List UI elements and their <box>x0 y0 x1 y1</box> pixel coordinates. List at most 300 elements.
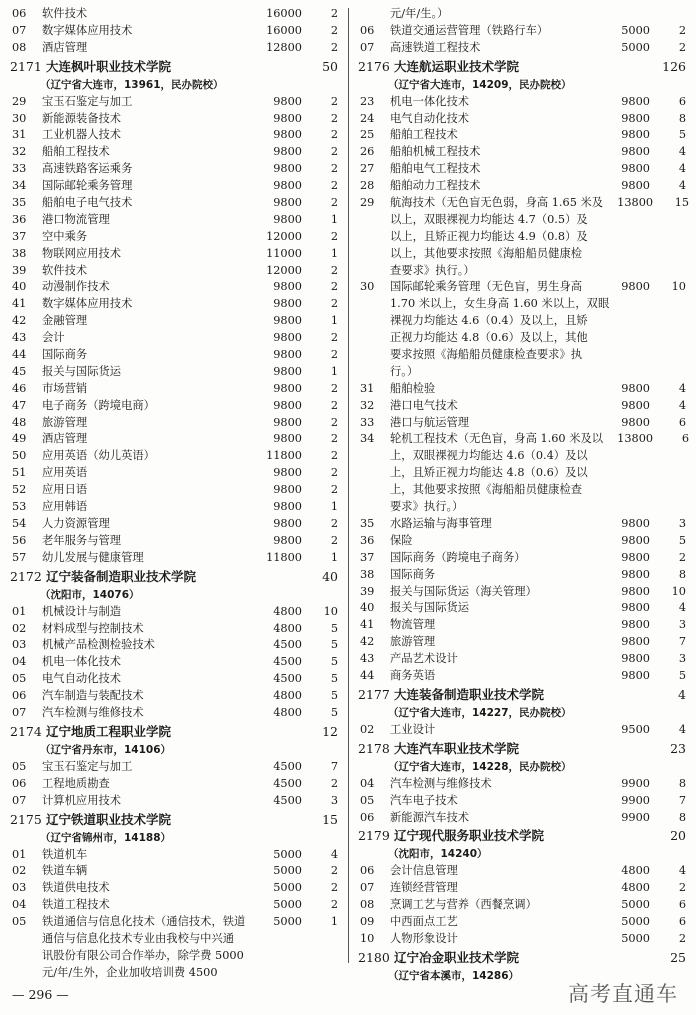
major-row <box>10 94 338 111</box>
major-name: 软件技术 <box>42 7 88 20</box>
major-name: 保险 <box>390 533 413 547</box>
tuition-fee: 4500 <box>273 759 302 773</box>
enrollment-count: 4 <box>678 381 686 395</box>
tuition-fee: 9800 <box>273 314 302 328</box>
tuition-fee: 5000 <box>621 23 650 37</box>
enrollment-count: 3 <box>678 618 686 632</box>
major-name: 报关与国际货运 <box>42 364 122 378</box>
major-name: 高速铁路客运乘务 <box>42 162 133 176</box>
note-continuation: 1.70 米以上，女生身高 1.60 米以上，双眼 <box>390 297 610 311</box>
school-header <box>358 948 686 968</box>
major-name: 数字媒体应用技术 <box>42 23 133 37</box>
school-header <box>358 739 686 759</box>
enrollment-count: 2 <box>330 331 338 345</box>
major-row <box>358 40 686 57</box>
enrollment-count: 2 <box>678 550 686 564</box>
major-code: 49 <box>12 432 27 446</box>
major-name: 幼儿发展与健康管理 <box>42 550 144 564</box>
major-row <box>10 863 338 880</box>
major-code: 06 <box>12 7 27 20</box>
enrollment-count: 7 <box>678 793 686 807</box>
enrollment-count: 2 <box>330 898 338 912</box>
major-row <box>10 448 338 465</box>
major-code: 05 <box>12 915 27 929</box>
major-name: 港口物流管理 <box>42 212 110 226</box>
major-name: 汽车检测与维修技术 <box>42 705 144 719</box>
major-code: 51 <box>12 466 27 480</box>
enrollment-count: 2 <box>330 881 338 895</box>
major-name: 船舶动力工程技术 <box>390 179 481 193</box>
tuition-fee: 9800 <box>621 618 650 632</box>
enrollment-count: 2 <box>330 263 338 277</box>
tuition-fee: 9800 <box>273 466 302 480</box>
school-total: 40 <box>322 568 338 584</box>
major-code: 08 <box>12 40 27 54</box>
major-row <box>358 651 686 668</box>
tuition-fee: 9800 <box>273 162 302 176</box>
enrollment-count: 8 <box>678 567 686 581</box>
major-code: 44 <box>12 348 27 362</box>
major-code: 48 <box>12 415 27 429</box>
major-row <box>10 705 338 722</box>
school-code: 2175 <box>10 811 42 827</box>
school-name: 辽宁铁道职业技术学院 <box>46 811 172 827</box>
school-code: 2177 <box>358 686 390 702</box>
school-location: （沈阳市，14076） <box>40 588 140 601</box>
tuition-fee: 5000 <box>273 847 302 861</box>
tuition-fee: 9800 <box>273 348 302 362</box>
school-name: 大连枫叶职业技术学院 <box>46 58 172 74</box>
major-row <box>10 654 338 671</box>
major-code: 02 <box>12 621 27 635</box>
tuition-fee: 9800 <box>621 652 650 666</box>
major-code: 35 <box>360 516 375 530</box>
enrollment-count: 8 <box>678 111 686 125</box>
major-code: 06 <box>12 689 27 703</box>
major-code: 06 <box>360 23 375 37</box>
major-code: 32 <box>12 145 27 159</box>
major-row <box>10 229 338 246</box>
major-name: 应用英语（幼儿英语） <box>42 449 155 463</box>
major-name: 国际邮轮乘务管理 <box>42 179 133 193</box>
major-name: 产品艺术设计 <box>390 652 458 666</box>
major-code: 44 <box>360 668 375 682</box>
major-name: 报关与国际货运（海关管理） <box>390 584 537 598</box>
major-name: 船舶电子电气技术 <box>42 196 133 210</box>
major-code: 29 <box>360 196 375 210</box>
major-code: 43 <box>12 331 27 345</box>
major-name: 应用日语 <box>42 483 88 497</box>
school-location: （辽宁省大连市，14227，民办院校） <box>388 706 572 719</box>
enrollment-count: 6 <box>678 415 686 429</box>
enrollment-count: 2 <box>330 280 338 294</box>
school-code: 2171 <box>10 58 42 74</box>
major-row <box>358 914 686 931</box>
major-name: 金融管理 <box>42 314 88 328</box>
major-name: 电气自动化技术 <box>42 672 122 686</box>
enrollment-count: 2 <box>330 432 338 446</box>
tuition-fee: 9800 <box>273 398 302 412</box>
major-name: 轮机工程技术（无色盲，身高 1.60 米及以 <box>390 432 604 446</box>
major-row <box>10 759 338 776</box>
school-name: 大连航运职业技术学院 <box>394 58 520 74</box>
major-name: 汽车制造与装配技术 <box>42 689 144 703</box>
tuition-fee: 4800 <box>621 881 650 895</box>
enrollment-count: 2 <box>330 94 338 108</box>
major-row <box>10 161 338 178</box>
enrollment-count: 4 <box>678 145 686 159</box>
major-name: 船舶检验 <box>390 381 436 395</box>
major-row <box>10 330 338 347</box>
major-code: 27 <box>360 162 375 176</box>
major-code: 31 <box>12 128 27 142</box>
enrollment-count: 1 <box>330 500 338 514</box>
enrollment-count: 1 <box>330 314 338 328</box>
major-code: 41 <box>12 297 27 311</box>
major-name: 酒店管理 <box>42 40 88 54</box>
enrollment-count: 2 <box>330 533 338 547</box>
major-name: 市场营销 <box>42 381 88 395</box>
major-code: 42 <box>360 635 375 649</box>
enrollment-count: 7 <box>330 759 338 773</box>
major-row <box>10 533 338 550</box>
major-name: 空中乘务 <box>42 229 88 243</box>
major-row <box>358 634 686 651</box>
tuition-fee: 13800 <box>617 196 654 210</box>
major-row <box>358 600 686 617</box>
enrollment-count: 2 <box>678 23 686 37</box>
major-row <box>10 246 338 263</box>
major-row <box>358 415 686 432</box>
tuition-fee: 9800 <box>273 533 302 547</box>
page-number: — 296 — <box>12 987 69 1002</box>
tuition-fee: 4500 <box>273 638 302 652</box>
major-row <box>10 111 338 128</box>
enrollment-count: 2 <box>330 466 338 480</box>
major-name: 物流管理 <box>390 618 436 632</box>
tuition-fee: 9800 <box>621 280 650 294</box>
tuition-fee: 13800 <box>617 432 654 446</box>
enrollment-count: 5 <box>678 128 686 142</box>
major-name: 中西面点工艺 <box>390 915 458 929</box>
tuition-fee: 5000 <box>273 915 302 929</box>
enrollment-count: 2 <box>330 864 338 878</box>
major-row <box>10 847 338 864</box>
school-total: 4 <box>678 686 686 702</box>
tuition-fee: 5000 <box>273 864 302 878</box>
major-name: 动漫制作技术 <box>42 280 110 294</box>
major-name: 船舶机械工程技术 <box>390 145 481 159</box>
enrollment-count: 5 <box>330 689 338 703</box>
major-code: 06 <box>12 776 27 790</box>
major-row <box>10 671 338 688</box>
school-code: 2172 <box>10 568 42 584</box>
major-code: 31 <box>360 381 375 395</box>
enrollment-count: 2 <box>330 179 338 193</box>
major-code: 07 <box>360 40 375 54</box>
major-row <box>10 465 338 482</box>
major-name: 连锁经营管理 <box>390 881 458 895</box>
major-name: 物联网应用技术 <box>42 246 122 260</box>
tuition-fee: 5000 <box>621 915 650 929</box>
major-row <box>358 776 686 793</box>
major-code: 38 <box>360 567 375 581</box>
major-name: 铁道通信与信息化技术（通信技术，铁道 <box>42 915 246 929</box>
tuition-fee: 9800 <box>273 196 302 210</box>
major-name: 新能源装备技术 <box>42 111 122 125</box>
enrollment-count: 6 <box>678 915 686 929</box>
right-column <box>358 6 690 985</box>
enrollment-count: 3 <box>678 652 686 666</box>
major-row <box>10 381 338 398</box>
major-code: 09 <box>360 915 375 929</box>
enrollment-count: 1 <box>330 550 338 564</box>
major-code: 25 <box>360 128 375 142</box>
major-row <box>358 398 686 415</box>
watermark-text: 高考直通车 <box>568 982 678 1006</box>
tuition-fee: 11800 <box>266 449 302 463</box>
tuition-fee: 16000 <box>266 7 302 20</box>
major-code: 40 <box>360 601 375 615</box>
major-name: 烹调工艺与营养（西餐烹调） <box>390 898 537 912</box>
major-code: 56 <box>12 533 27 547</box>
major-row <box>10 914 338 931</box>
major-code: 07 <box>12 23 27 37</box>
major-row <box>10 178 338 195</box>
enrollment-count: 2 <box>330 7 338 20</box>
tuition-fee: 9800 <box>273 297 302 311</box>
major-name: 电气自动化技术 <box>390 111 470 125</box>
tuition-fee: 9800 <box>273 364 302 378</box>
tuition-fee: 9800 <box>621 145 650 159</box>
enrollment-count: 3 <box>678 516 686 530</box>
school-name: 辽宁冶金职业技术学院 <box>394 949 520 965</box>
major-row <box>358 863 686 880</box>
tuition-fee: 5000 <box>273 881 302 895</box>
major-code: 46 <box>12 381 27 395</box>
major-name: 应用英语 <box>42 466 88 480</box>
major-code: 52 <box>12 483 27 497</box>
major-name: 老年服务与管理 <box>42 533 122 547</box>
enrollment-count: 10 <box>323 604 338 618</box>
major-name: 会计 <box>42 331 65 345</box>
major-name: 机电一体化技术 <box>42 655 122 669</box>
enrollment-count: 4 <box>678 398 686 412</box>
major-code: 02 <box>12 864 27 878</box>
major-row <box>10 415 338 432</box>
major-name: 汽车电子技术 <box>390 793 458 807</box>
major-name: 港口电气技术 <box>390 398 458 412</box>
major-row <box>358 127 686 144</box>
major-name: 宝玉石鉴定与加工 <box>42 759 133 773</box>
enrollment-count: 2 <box>330 415 338 429</box>
major-code: 39 <box>360 584 375 598</box>
major-name: 港口与航运管理 <box>390 415 470 429</box>
major-name: 工业机器人技术 <box>42 128 122 142</box>
major-row <box>10 499 338 516</box>
tuition-fee: 9800 <box>621 128 650 142</box>
tuition-fee: 12000 <box>266 229 302 243</box>
note-continuation: 元/年/生。） <box>390 7 449 20</box>
tuition-fee: 9900 <box>621 810 650 824</box>
major-code: 32 <box>360 398 375 412</box>
major-name: 航海技术（无色盲无色弱，身高 1.65 米及 <box>390 196 604 210</box>
tuition-fee: 9800 <box>273 432 302 446</box>
major-code: 08 <box>360 898 375 912</box>
enrollment-count: 2 <box>330 128 338 142</box>
tuition-fee: 9800 <box>621 398 650 412</box>
major-code: 07 <box>12 793 27 807</box>
school-location: （辽宁省锦州市，14188） <box>40 831 172 844</box>
enrollment-count: 8 <box>678 776 686 790</box>
enrollment-count: 2 <box>330 23 338 37</box>
major-name: 会计信息管理 <box>390 864 458 878</box>
tuition-fee: 9800 <box>621 94 650 108</box>
tuition-fee: 9800 <box>273 280 302 294</box>
major-row <box>358 668 686 685</box>
major-code: 50 <box>12 449 27 463</box>
school-total: 126 <box>662 58 686 74</box>
major-code: 04 <box>360 776 375 790</box>
major-code: 07 <box>12 705 27 719</box>
school-location: （辽宁省大连市，14228，民办院校） <box>388 760 572 773</box>
major-code: 10 <box>360 931 375 945</box>
major-name: 机电一体化技术 <box>390 94 470 108</box>
school-total: 20 <box>670 828 686 844</box>
tuition-fee: 9800 <box>273 381 302 395</box>
major-name: 船舶工程技术 <box>390 128 458 142</box>
tuition-fee: 9800 <box>273 500 302 514</box>
major-name: 铁道交通运营管理（铁路行车） <box>390 23 549 37</box>
tuition-fee: 9800 <box>621 179 650 193</box>
major-code: 54 <box>12 516 27 530</box>
major-row <box>10 40 338 57</box>
tuition-fee: 4800 <box>273 604 302 618</box>
school-location: （辽宁省丹东市，14106） <box>40 743 172 756</box>
major-name: 新能源汽车技术 <box>390 810 470 824</box>
tuition-fee: 4500 <box>273 655 302 669</box>
enrollment-count: 7 <box>678 635 686 649</box>
tuition-fee: 5000 <box>621 931 650 945</box>
school-total: 12 <box>322 723 338 739</box>
major-row <box>10 880 338 897</box>
major-row <box>10 212 338 229</box>
enrollment-count: 2 <box>330 145 338 159</box>
major-row <box>10 550 338 567</box>
major-code: 53 <box>12 500 27 514</box>
major-name: 酒店管理 <box>42 432 88 446</box>
note-continuation: 通信与信息化技术专业由我校与中兴通 <box>42 931 235 945</box>
major-code: 43 <box>360 652 375 666</box>
major-code: 30 <box>12 111 27 125</box>
tuition-fee: 9800 <box>273 179 302 193</box>
major-row <box>358 584 686 601</box>
school-location: （沈阳市，14240） <box>388 848 488 861</box>
major-row <box>10 313 338 330</box>
tuition-fee: 4500 <box>273 793 302 807</box>
major-code: 37 <box>360 550 375 564</box>
major-row <box>10 398 338 415</box>
major-code: 01 <box>12 604 27 618</box>
school-code: 2180 <box>358 949 390 965</box>
enrollment-count: 4 <box>678 179 686 193</box>
major-row <box>358 550 686 567</box>
tuition-fee: 9900 <box>621 793 650 807</box>
major-code: 34 <box>12 179 27 193</box>
major-code: 07 <box>360 881 375 895</box>
major-row <box>10 296 338 313</box>
tuition-fee: 9800 <box>621 550 650 564</box>
school-code: 2179 <box>358 828 390 844</box>
major-row <box>10 279 338 296</box>
major-code: 30 <box>360 280 375 294</box>
enrollment-count: 5 <box>330 621 338 635</box>
tuition-fee: 9800 <box>273 516 302 530</box>
major-row <box>10 127 338 144</box>
tuition-fee: 9800 <box>621 111 650 125</box>
school-name: 辽宁地质工程职业学院 <box>46 723 172 739</box>
major-name: 铁道车辆 <box>42 864 88 878</box>
major-code: 05 <box>360 793 375 807</box>
major-code: 33 <box>12 162 27 176</box>
major-code: 42 <box>12 314 27 328</box>
tuition-fee: 9800 <box>273 94 302 108</box>
school-total: 25 <box>670 949 686 965</box>
major-name: 国际商务 <box>42 348 88 362</box>
school-name: 辽宁现代服务职业技术学院 <box>394 828 545 844</box>
enrollment-count: 4 <box>330 847 338 861</box>
enrollment-count: 3 <box>330 793 338 807</box>
enrollment-count: 2 <box>678 881 686 895</box>
enrollment-count: 2 <box>678 40 686 54</box>
enrollment-count: 5 <box>330 638 338 652</box>
tuition-fee: 9800 <box>273 483 302 497</box>
note-continuation: 要求》执行。） <box>390 500 464 514</box>
tuition-fee: 12000 <box>266 263 302 277</box>
major-name: 船舶工程技术 <box>42 145 110 159</box>
school-total: 50 <box>322 58 338 74</box>
enrollment-count: 2 <box>330 196 338 210</box>
major-row <box>358 23 686 40</box>
major-row <box>358 897 686 914</box>
major-code: 36 <box>360 533 375 547</box>
major-row <box>358 880 686 897</box>
school-location: （辽宁省大连市，14209，民办院校） <box>388 78 572 91</box>
major-code: 57 <box>12 550 27 564</box>
note-continuation: 元/年/生外，企业加收培训费 4500 <box>42 965 218 979</box>
major-code: 23 <box>360 94 375 108</box>
tuition-fee: 9800 <box>273 331 302 345</box>
major-name: 计算机应用技术 <box>42 793 122 807</box>
major-name: 汽车检测与维修技术 <box>390 776 492 790</box>
tuition-fee: 4800 <box>273 705 302 719</box>
major-code: 02 <box>360 722 375 736</box>
note-continuation: 上，双眼裸视力均能达 4.6（0.4）及以 <box>390 449 588 463</box>
enrollment-count: 2 <box>330 516 338 530</box>
tuition-fee: 9800 <box>621 533 650 547</box>
school-header <box>10 810 338 830</box>
tuition-fee: 4800 <box>273 689 302 703</box>
tuition-fee: 9800 <box>273 415 302 429</box>
major-row <box>358 617 686 634</box>
enrollment-count: 2 <box>330 483 338 497</box>
major-code: 35 <box>12 196 27 210</box>
major-name: 数字媒体应用技术 <box>42 297 133 311</box>
note-continuation: 裸视力均能达 4.6（0.4）及以上，且矫 <box>390 314 588 328</box>
tuition-fee: 12800 <box>266 40 302 54</box>
tuition-fee: 5000 <box>621 898 650 912</box>
major-row <box>10 347 338 364</box>
